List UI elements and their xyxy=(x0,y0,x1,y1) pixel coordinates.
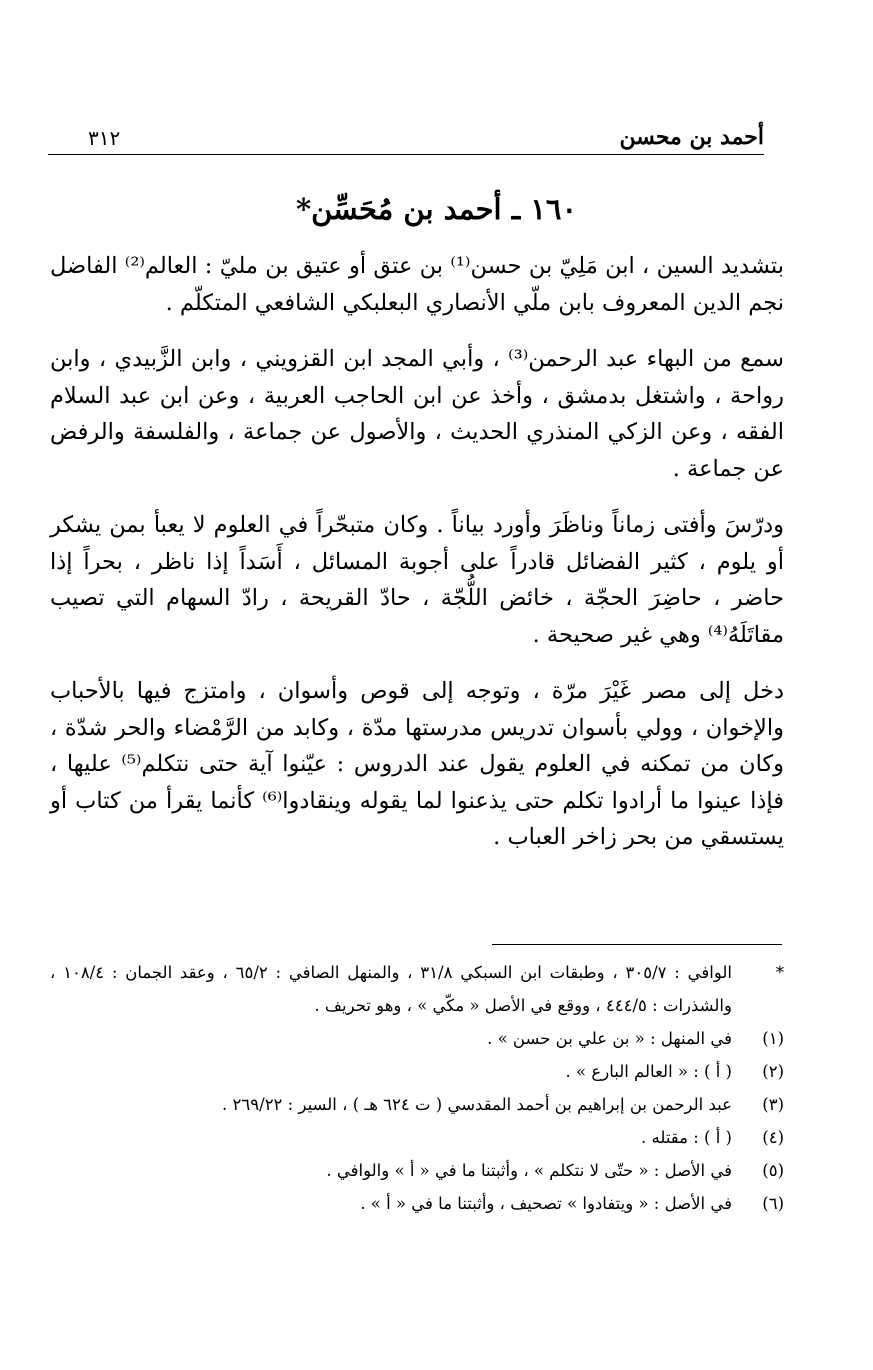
running-head xyxy=(48,118,764,155)
footnote-text: في المنهل : « بن علي بن حسن » . xyxy=(487,1029,732,1048)
footnote-mark: (٥) xyxy=(762,1161,784,1180)
footnote-item xyxy=(50,1022,784,1055)
page-number: ٣١٢ xyxy=(88,126,121,150)
entry-body xyxy=(50,248,784,876)
paragraph-1: بتشديد السين ، ابن مَلِيّ بن حسن⁽¹⁾ بن عتق أو عتيق بن مليّ : العالم⁽²⁾ الفاضل نجم الدين المعروف بابن ملّي الأنصاري البعلبكي الشافعي المتكلّم . xyxy=(50,253,784,316)
footnote-item xyxy=(50,1154,784,1187)
footnote-text: ( أ ) : « العالم البارع » . xyxy=(565,1062,732,1081)
footnote-text: ( أ ) : مقتله . xyxy=(641,1128,732,1147)
running-title: أحمد بن محسن xyxy=(619,124,764,150)
paragraph-4: دخل إلى مصر غَيْرَ مرّة ، وتوجه إلى قوص وأسوان ، وامتزج فيها بالأحباب والإخوان ، وولي بأسوان تدريس مدرستها مدّة ، وكابد من الرَّمْضاء والحر شدّة ، وكان من تمكنه في العلوم يقول عند الدروس : عيّنوا آية حتى نتكلم⁽⁵⁾ عليها ، فإذا عينوا ما أرادوا تكلم حتى يذعنوا لما يقوله وينقادوا⁽⁶⁾ كأنما يقرأ من كتاب أو يستسقي من بحر زاخر العباب . xyxy=(50,678,784,850)
footnote-mark: (٢) xyxy=(762,1062,784,1081)
paragraph-3: ودرّسَ وأفتى زماناً وناظَرَ وأورد بياناً . وكان متبحّراً في العلوم لا يعبأ بمن يشكر أو يلوم ، كثير الفضائل قادراً على أجوبة المسائل ، أَسَداً إذا ناظر ، بحراً إذا حاضر ، حاضِرَ الحجّة ، خائض اللُّجّة ، حادّ القريحة ، رادّ السهام التي تصيب مقاتَلَهُ⁽⁴⁾ وهي غير صحيحة . xyxy=(50,512,784,648)
footnote-item xyxy=(50,1055,784,1088)
footnote-text: في الأصل : « ويتفادوا » تصحيف ، وأثبتنا ما في « أ » . xyxy=(360,1194,732,1213)
footnote-text: الوافي : ٣٠٥/٧ ، وطبقات ابن السبكي ٣١/٨ ، والمنهل الصافي : ٦٥/٢ ، وعقد الجمان : ١٠٨/٤ ، والشذرات : ٤٤٤/٥ ، ووقع في الأصل « مكّي » ، وهو تحريف . xyxy=(50,963,732,1015)
footnote-item xyxy=(50,1187,784,1220)
footnote-item xyxy=(50,1088,784,1121)
footnote-mark: * xyxy=(775,963,784,982)
footnote-text: عبد الرحمن بن إبراهيم بن أحمد المقدسي ( ت ٦٢٤ هـ ) ، السير : ٢٦٩/٢٢ . xyxy=(222,1095,732,1114)
entry-heading: ١٦٠ ـ أحمد بن مُحَسِّن* xyxy=(295,192,578,226)
paragraph-2: سمع من البهاء عبد الرحمن⁽³⁾ ، وأبي المجد ابن القزويني ، وابن الزَّبيدي ، وابن رواحة ، واشتغل بدمشق ، وأخذ عن ابن الحاجب العربية ، وعن ابن عبد السلام الفقه ، وعن الزكي المنذري الحديث ، والأصول عن جماعة ، والفلسفة والرفض عن جماعة . xyxy=(50,346,784,482)
footnote-mark: (٦) xyxy=(762,1194,784,1213)
footnote-separator xyxy=(492,944,782,945)
footnote-item xyxy=(50,956,784,1022)
footnote-mark: (١) xyxy=(762,1029,784,1048)
footnote-mark: (٤) xyxy=(762,1128,784,1147)
footnote-text: في الأصل : « حتّى لا نتكلم » ، وأثبتنا ما في « أ » والوافي . xyxy=(326,1161,732,1180)
footnote-mark: (٣) xyxy=(762,1095,784,1114)
footnote-item xyxy=(50,1121,784,1154)
footnotes xyxy=(50,956,784,1220)
